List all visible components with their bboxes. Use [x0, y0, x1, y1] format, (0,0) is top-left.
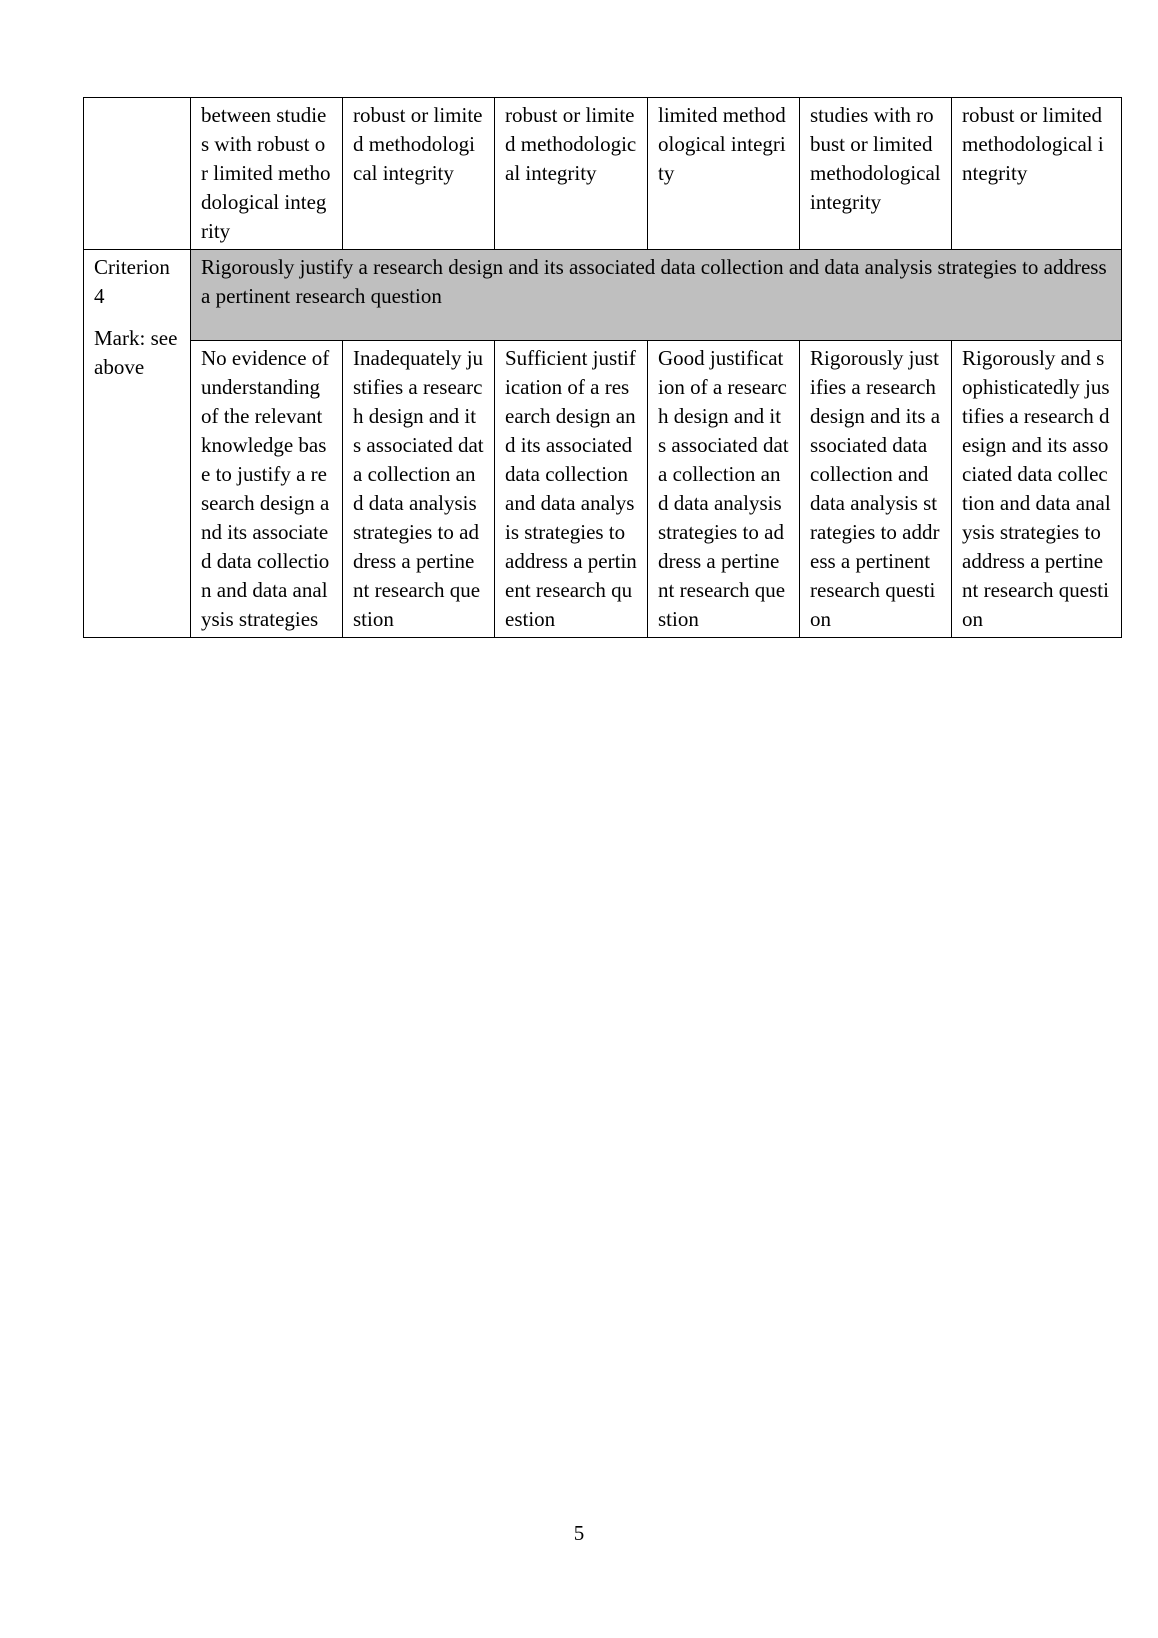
criterion-4-mark: Mark: see above	[94, 326, 178, 379]
level-cell: Good justification of a research design and its associated data collection and data analysis strategies to address a pertinent research question	[648, 341, 800, 638]
continuation-label-cell	[84, 98, 191, 250]
continuation-cell: robust or limited methodological integrity	[343, 98, 495, 250]
continuation-cell: robust or limited methodological integrity	[952, 98, 1122, 250]
criterion-4-levels-row	[84, 341, 1122, 638]
criterion-4-label-cell	[84, 250, 191, 638]
level-cell: Rigorously and sophisticatedly justifies a research design and its associated data collection and data analysis strategies to address a pertinent research question	[952, 341, 1122, 638]
continuation-cell: robust or limited methodological integrity	[495, 98, 648, 250]
criterion-4-description: Rigorously justify a research design and its associated data collection and data analysis strategies to address a pertinent research question	[191, 250, 1122, 341]
page-number: 5	[573, 1521, 585, 1545]
level-cell: Rigorously justifies a research design and its associated data collection and data analysis strategies to address a pertinent research question	[800, 341, 952, 638]
continuation-cell: studies with robust or limited methodological integrity	[800, 98, 952, 250]
continuation-row	[84, 98, 1122, 250]
continuation-cell: limited methodological integrity	[648, 98, 800, 250]
criterion-4-header-row	[84, 250, 1122, 341]
marking-rubric-table	[83, 97, 1122, 638]
level-cell: No evidence of understanding of the relevant knowledge base to justify a research design and its associated data collection and data analysis strategies	[191, 341, 343, 638]
continuation-cell: between studies with robust or limited methodological integrity	[191, 98, 343, 250]
level-cell: Inadequately justifies a research design and its associated data collection and data analysis strategies to address a pertinent research question	[343, 341, 495, 638]
criterion-4-label: Criterion 4	[94, 255, 170, 308]
level-cell: Sufficient justification of a research design and its associated data collection and data analysis strategies to address a pertinent research question	[495, 341, 648, 638]
